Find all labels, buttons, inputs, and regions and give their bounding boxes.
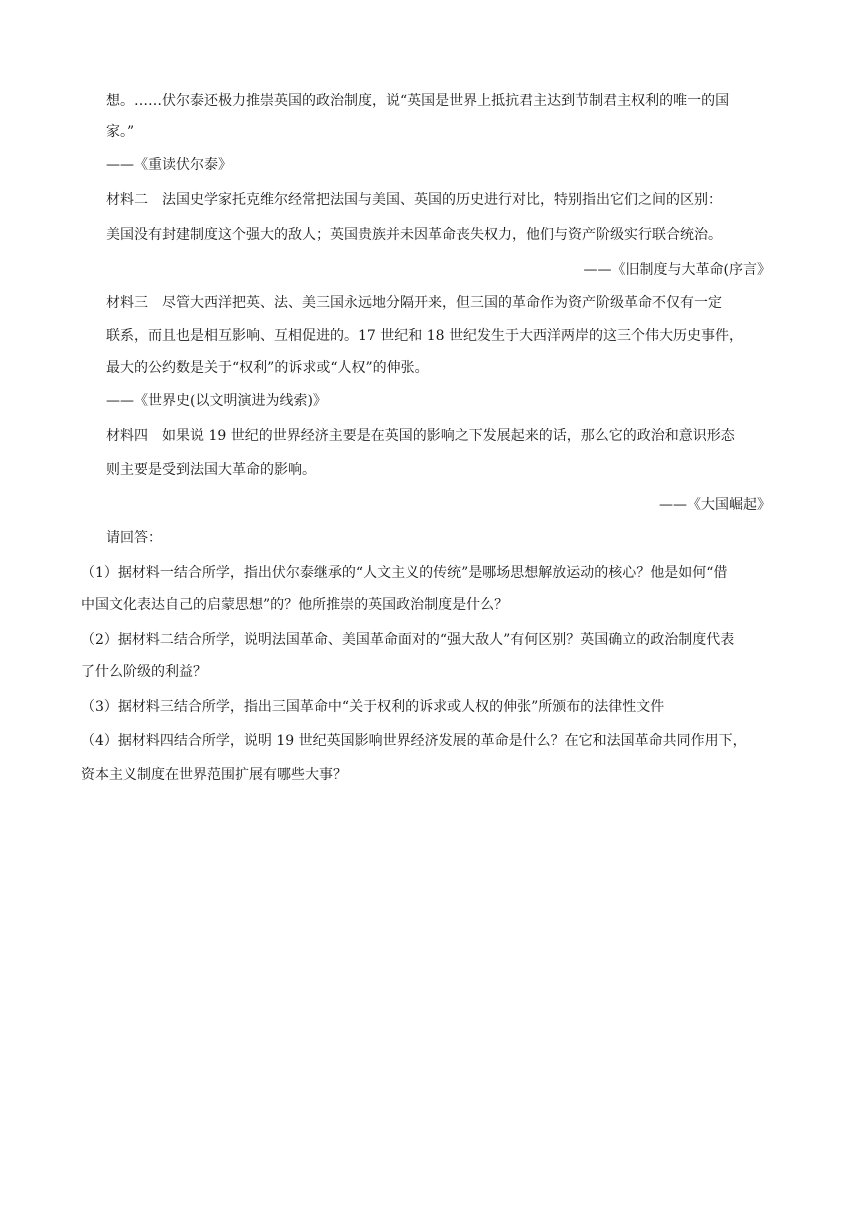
question-one-text: 中国文化表达自己的启蒙思想”的？他所推崇的英国政治制度是什么？ — [81, 597, 509, 613]
material-two-text: 美国没有封建制度这个强大的敌人；英国贵族并未因革命丧失权力，他们与资产阶级实行联合统治。 — [106, 227, 722, 243]
material-two-source: ——《旧制度与大革命(序言》 — [583, 262, 771, 278]
material-one-continued-text: 家。” — [106, 124, 135, 140]
material-three-source: ——《世界史(以文明演进为线索)》 — [106, 393, 327, 409]
material-three-text: 材料三 尽管大西洋把英、法、美三国永远地分隔开来，但三国的革命作为资产阶级革命不仅有一定 — [106, 295, 722, 311]
material-two-text: 材料二 法国史学家托克维尔经常把法国与美国、英国的历史进行对比，特别指出它们之间的区别： — [106, 192, 722, 208]
material-four-source: ——《大国崛起》 — [659, 497, 771, 513]
question-four-text: 资本主义制度在世界范围扩展有哪些大事？ — [81, 767, 347, 783]
question-three-text: （3）据材料三结合所学，指出三国革命中“关于权利的诉求或人权的伸张”所颁布的法律性文件 — [81, 699, 665, 715]
material-three-text: 最大的公约数是关于“权利”的诉求或“人权”的伸张。 — [106, 360, 429, 376]
material-one-source: ——《重读伏尔泰》 — [106, 157, 232, 173]
material-four-text: 材料四 如果说 19 世纪的世界经济主要是在英国的影响之下发展起来的话，那么它的政治和意识形态 — [106, 428, 735, 444]
material-four-text: 则主要是受到法国大革命的影响。 — [106, 462, 316, 478]
question-four-text: （4）据材料四结合所学，说明 19 世纪英国影响世界经济发展的革命是什么？在它和法国革命共同作用下， — [81, 733, 747, 749]
material-three-text: 联系，而且也是相互影响、互相促进的。17 世纪和 18 世纪发生于大西洋两岸的这三个伟大历史事件， — [106, 328, 743, 344]
question-one-text: （1）据材料一结合所学，指出伏尔泰继承的“人文主义的传统”是哪场思想解放运动的核心？他是如何“借 — [81, 565, 728, 581]
material-one-continued-text: 想。……伏尔泰还极力推崇英国的政治制度，说“英国是世界上抵抗君主达到节制君主权利的唯一的国 — [106, 93, 730, 109]
question-two-text: 了什么阶级的利益？ — [81, 664, 207, 680]
questions-heading: 请回答： — [106, 530, 162, 546]
question-two-text: （2）据材料二结合所学，说明法国革命、美国革命面对的“强大敌人”有何区别？英国确立的政治制度代表 — [81, 632, 735, 648]
